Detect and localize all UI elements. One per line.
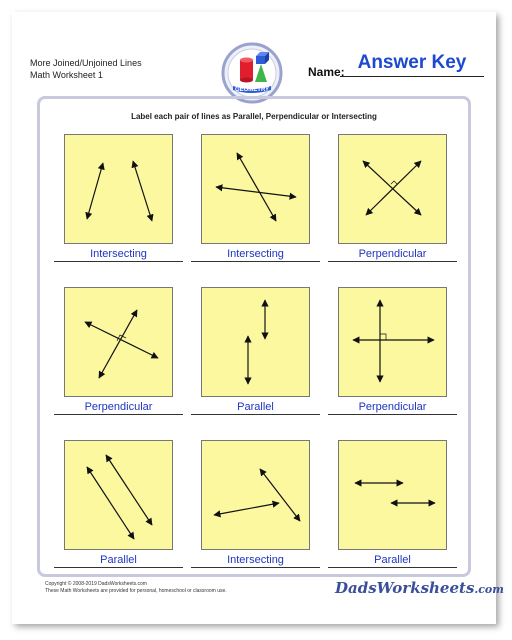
name-underline xyxy=(340,76,484,77)
line-pair-diagram xyxy=(202,288,311,398)
answer-line xyxy=(54,261,183,262)
answer-line xyxy=(328,414,457,415)
answer-label: Perpendicular xyxy=(84,401,153,413)
problem-box xyxy=(201,287,310,397)
line-pair-diagram xyxy=(65,441,174,551)
answer-label: Intersecting xyxy=(90,248,147,260)
answer-label: Perpendicular xyxy=(358,248,427,260)
answer-line xyxy=(191,414,320,415)
name-label: Name: xyxy=(308,65,345,79)
line-pair-diagram xyxy=(202,441,311,551)
line-pair-diagram xyxy=(65,135,174,245)
answer-label: Parallel xyxy=(100,554,137,566)
logo-text: GEOMETRY xyxy=(234,87,270,93)
problem-box xyxy=(338,440,447,550)
line-pair-diagram xyxy=(339,135,448,245)
worksheet-title-line1: More Joined/Unjoined Lines xyxy=(30,58,142,68)
line-pair-diagram xyxy=(65,288,174,398)
usage-notice: These Math Worksheets are provided for personal, homeschool or classroom use. xyxy=(45,588,227,594)
answer-line xyxy=(328,261,457,262)
answer-label: Parallel xyxy=(237,401,274,413)
dadsworksheets-logo[interactable] xyxy=(335,579,504,597)
brand-name: DadsWorksheets xyxy=(335,579,475,597)
problem-box xyxy=(64,440,173,550)
copyright-text: Copyright © 2008-2019 DadsWorksheets.com xyxy=(45,581,147,587)
answer-label: Intersecting xyxy=(227,248,284,260)
geometry-shapes-icon xyxy=(221,42,283,104)
worksheet-title-line2: Math Worksheet 1 xyxy=(30,70,103,80)
answer-line xyxy=(191,567,320,568)
answer-line xyxy=(54,414,183,415)
answer-label: Intersecting xyxy=(227,554,284,566)
answer-label: Parallel xyxy=(374,554,411,566)
problem-box xyxy=(201,134,310,244)
problem-box xyxy=(338,287,447,397)
answer-line xyxy=(191,261,320,262)
answer-key-text: Answer Key xyxy=(357,52,467,73)
line-pair-diagram xyxy=(202,135,311,245)
line-pair-diagram xyxy=(339,288,448,398)
line-pair-diagram xyxy=(339,441,448,551)
footer-copyright xyxy=(45,581,227,595)
geometry-logo xyxy=(221,42,283,104)
brand-suffix: .com xyxy=(474,583,504,596)
answer-line xyxy=(54,567,183,568)
problem-box xyxy=(201,440,310,550)
worksheet-title xyxy=(30,57,142,81)
problem-box xyxy=(64,287,173,397)
answer-line xyxy=(328,567,457,568)
answer-label: Perpendicular xyxy=(358,401,427,413)
problem-box xyxy=(338,134,447,244)
problem-box xyxy=(64,134,173,244)
instructions: Label each pair of lines as Parallel, Perpendicular or Intersecting xyxy=(131,112,377,121)
